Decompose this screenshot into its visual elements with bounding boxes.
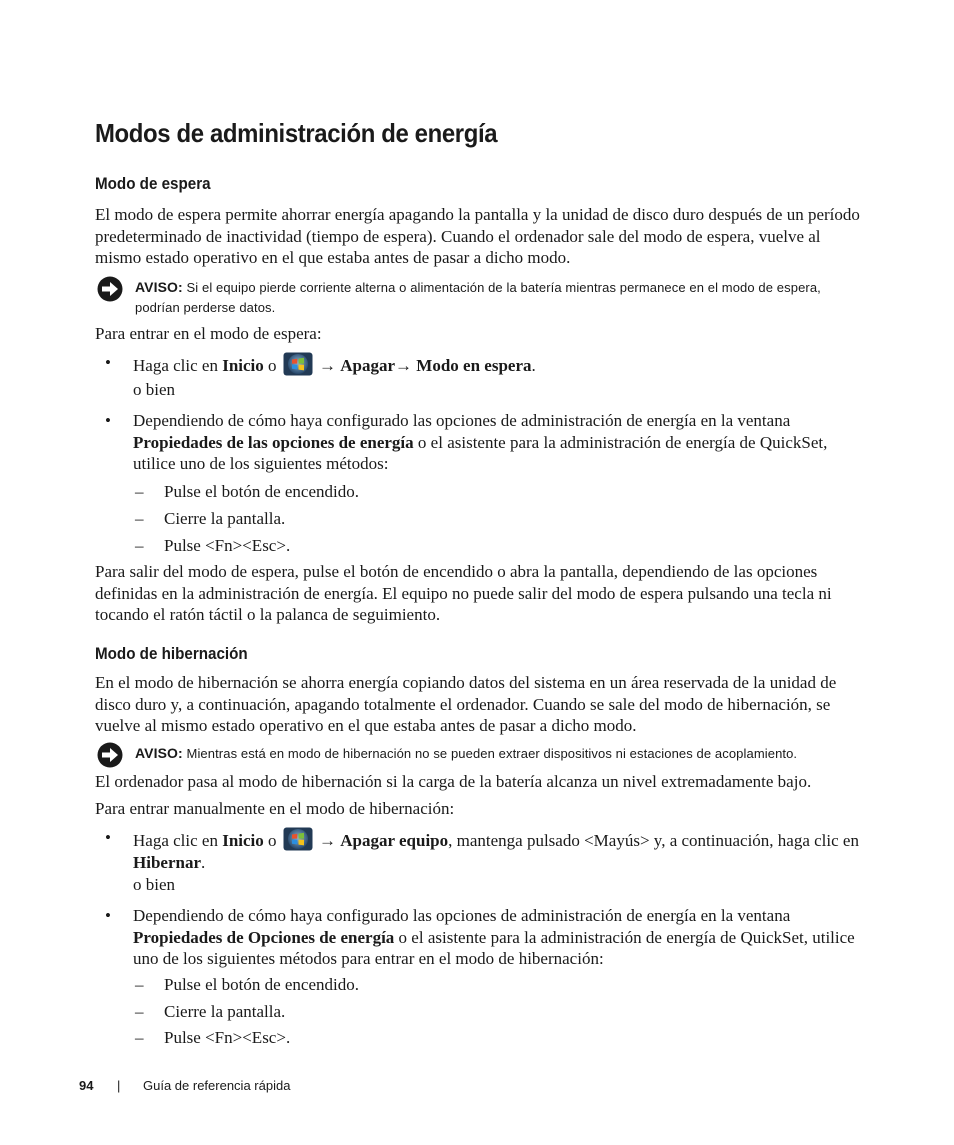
bullet-marker: • [105, 353, 111, 372]
hibernate-bullet-2: Dependiendo de cómo haya configurado las opciones de administración de energía en la ventana Propiedades de Opciones de energía o el asistente para la administración de energía de QuickSet, utilice uno de los siguientes métodos para entrar en el modo de hibernación: [133, 906, 855, 968]
hibernate-method: Cierre la pantalla. [164, 1002, 286, 1021]
page-title: Modos de administración de energía [95, 118, 498, 148]
or-text: o bien [133, 380, 176, 399]
standby-method: Cierre la pantalla. [164, 509, 286, 528]
notice-text: Mientras está en modo de hibernación no se pueden extraer dispositivos ni estaciones de acoplamiento. [186, 746, 798, 761]
start-menu-label: Inicio [222, 831, 264, 850]
notice-text: Si el equipo pierde corriente alterna o alimentación de la batería mientras permanece en el modo de espera, podrían perderse datos. [135, 280, 821, 315]
footer-separator: | [117, 1078, 121, 1093]
standby-intro: El modo de espera permite ahorrar energía apagando la pantalla y la unidad de disco duro después de un período predeterminado de inactividad (tiempo de espera). Cuando el ordenador sale del modo de espera, vuelve al mismo estado operativo en el que estaba antes de pasar a dicho modo. [95, 205, 860, 267]
page-number: 94 [79, 1078, 94, 1093]
start-menu-label: Inicio [222, 356, 264, 375]
or-text: o bien [133, 875, 176, 894]
standby-exit: Para salir del modo de espera, pulse el botón de encendido o abra la pantalla, dependiendo de las opciones definidas en la administración de energía. El equipo no puede salir del modo de espera pulsando una tecla ni tocando el ratón táctil o la palanca de seguimiento. [95, 562, 832, 624]
notice-arrow-icon [97, 276, 123, 302]
hibernate-intro: En el modo de hibernación se ahorra energía copiando datos del sistema en un área reservada de la unidad de disco duro y, a continuación, apagando totalmente el ordenador. Cuando se sale del modo de hibernación, se vuelve al mismo estado operativo en el que estaba antes de pasar a dicho modo. [95, 673, 837, 735]
notice-label: AVISO: [135, 745, 183, 761]
hibernate-method: Pulse el botón de encendido. [164, 975, 359, 994]
dash-marker: – [135, 1002, 144, 1021]
footer-book-title: Guía de referencia rápida [143, 1078, 291, 1093]
hibernate-method: Pulse <Fn><Esc>. [164, 1028, 291, 1047]
windows-start-icon [283, 827, 313, 851]
dash-marker: – [135, 536, 144, 555]
standby-method: Pulse <Fn><Esc>. [164, 536, 291, 555]
notice-arrow-icon [97, 742, 123, 768]
standby-bullet-2: Dependiendo de cómo haya configurado las opciones de administración de energía en la ventana Propiedades de las opciones de energía o el asistente para la administración de energía de QuickSet, utilice uno de los siguientes métodos: [133, 411, 828, 473]
bullet-marker: • [105, 906, 111, 925]
dash-marker: – [135, 482, 144, 501]
standby-method: Pulse el botón de encendido. [164, 482, 359, 501]
standby-enter-label: Para entrar en el modo de espera: [95, 324, 322, 343]
dash-marker: – [135, 509, 144, 528]
dash-marker: – [135, 975, 144, 994]
bullet-marker: • [105, 828, 111, 847]
windows-start-icon [283, 352, 313, 376]
standby-heading: Modo de espera [95, 175, 211, 193]
hibernate-heading: Modo de hibernación [95, 645, 248, 663]
dash-marker: – [135, 1028, 144, 1047]
hibernate-enter-label: Para entrar manualmente en el modo de hibernación: [95, 799, 455, 818]
notice-label: AVISO: [135, 279, 183, 295]
bullet-marker: • [105, 411, 111, 430]
standby-bullet-1: Haga clic en Inicio o → Apagar→ Modo en espera. [133, 352, 863, 377]
hibernate-bullet-1: Haga clic en Inicio o → Apagar equipo, mantenga pulsado <Mayús> y, a continuación, haga clic en Hibernar. [133, 827, 863, 873]
hibernate-low-battery: El ordenador pasa al modo de hibernación si la carga de la batería alcanza un nivel extremadamente bajo. [95, 772, 812, 791]
